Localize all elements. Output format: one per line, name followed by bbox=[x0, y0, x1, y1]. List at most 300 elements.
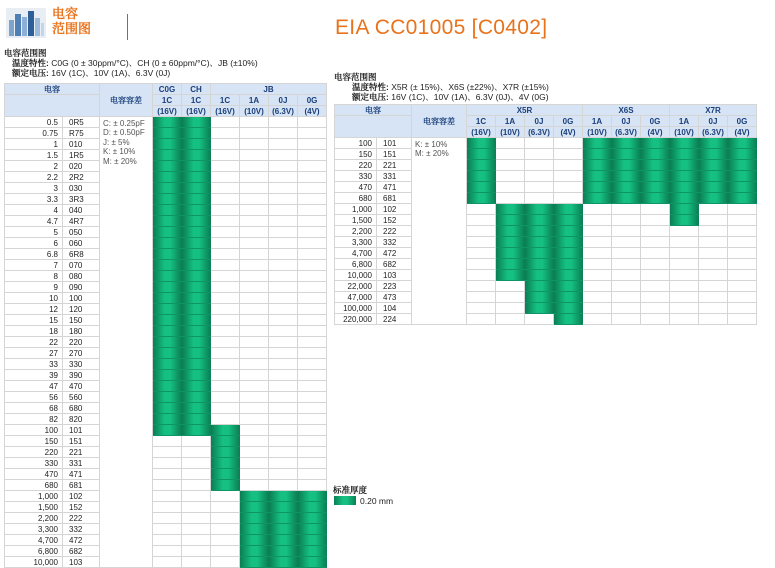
table-row bbox=[5, 260, 327, 271]
right-volt-value: 16V (1C)、10V (1A)、6.3V (0J)、4V (0G) bbox=[391, 92, 549, 102]
voltage-code-header: 0G bbox=[298, 95, 327, 106]
available-bar bbox=[182, 117, 211, 128]
capacitance-value: 33 bbox=[5, 359, 63, 370]
empty-cell bbox=[211, 227, 240, 238]
empty-cell bbox=[612, 270, 641, 281]
available-bar bbox=[554, 303, 583, 314]
empty-cell bbox=[583, 259, 612, 270]
available-bar bbox=[496, 270, 525, 281]
available-bar bbox=[641, 138, 670, 149]
available-bar bbox=[612, 193, 641, 204]
empty-cell bbox=[699, 270, 728, 281]
empty-cell bbox=[269, 150, 298, 161]
empty-cell bbox=[467, 204, 496, 215]
available-bar bbox=[612, 160, 641, 171]
empty-cell bbox=[298, 436, 327, 447]
empty-cell bbox=[728, 215, 757, 226]
available-bar bbox=[641, 149, 670, 160]
available-bar bbox=[728, 138, 757, 149]
capacitance-value: 6,800 bbox=[5, 546, 63, 557]
empty-cell bbox=[240, 370, 269, 381]
capacitance-value: 10,000 bbox=[335, 270, 377, 281]
dielectric-group-header: CH bbox=[182, 84, 211, 95]
table-row bbox=[5, 337, 327, 348]
capacitance-value: 4 bbox=[5, 205, 63, 216]
empty-cell bbox=[182, 491, 211, 502]
empty-cell bbox=[240, 150, 269, 161]
empty-cell bbox=[269, 304, 298, 315]
empty-cell bbox=[182, 524, 211, 535]
empty-cell bbox=[298, 282, 327, 293]
available-bar bbox=[153, 216, 182, 227]
capacitance-code: 471 bbox=[377, 182, 412, 193]
available-bar bbox=[298, 502, 327, 513]
available-bar bbox=[182, 293, 211, 304]
capacitance-value: 10,000 bbox=[5, 557, 63, 568]
voltage-code-header: 0G bbox=[554, 116, 583, 127]
available-bar bbox=[182, 216, 211, 227]
table-row bbox=[5, 392, 327, 403]
available-bar bbox=[467, 171, 496, 182]
empty-cell bbox=[240, 337, 269, 348]
available-bar bbox=[153, 172, 182, 183]
available-bar bbox=[612, 138, 641, 149]
capacitance-value: 68 bbox=[5, 403, 63, 414]
available-bar bbox=[182, 183, 211, 194]
empty-cell bbox=[240, 480, 269, 491]
table-row bbox=[5, 326, 327, 337]
empty-cell bbox=[641, 237, 670, 248]
table-row bbox=[5, 480, 327, 491]
empty-cell bbox=[269, 370, 298, 381]
empty-cell bbox=[496, 182, 525, 193]
tolerance-item: C: ± 0.25pF bbox=[103, 119, 145, 128]
empty-cell bbox=[240, 205, 269, 216]
empty-cell bbox=[211, 370, 240, 381]
capacitance-value: 330 bbox=[335, 171, 377, 182]
voltage-code-header: 1A bbox=[583, 116, 612, 127]
tolerance-item: D: ± 0.50pF bbox=[103, 128, 145, 138]
empty-cell bbox=[612, 259, 641, 270]
empty-cell bbox=[298, 315, 327, 326]
dielectric-group-header: JB bbox=[211, 84, 327, 95]
available-bar bbox=[182, 414, 211, 425]
table-row bbox=[335, 149, 757, 160]
empty-cell bbox=[699, 226, 728, 237]
empty-cell bbox=[153, 458, 182, 469]
empty-cell bbox=[240, 381, 269, 392]
empty-cell bbox=[269, 392, 298, 403]
available-bar bbox=[467, 193, 496, 204]
capacitance-code: 104 bbox=[377, 303, 412, 314]
empty-cell bbox=[211, 128, 240, 139]
capacitance-value: 4,700 bbox=[335, 248, 377, 259]
available-bar bbox=[670, 160, 699, 171]
table-row bbox=[335, 160, 757, 171]
voltage-code-header: 1C bbox=[467, 116, 496, 127]
empty-cell bbox=[612, 204, 641, 215]
empty-cell bbox=[641, 303, 670, 314]
empty-cell bbox=[583, 226, 612, 237]
voltage-value-header: (4V) bbox=[554, 127, 583, 138]
empty-cell bbox=[269, 458, 298, 469]
capacitance-code: 332 bbox=[63, 524, 100, 535]
brand-label bbox=[52, 6, 91, 36]
empty-cell bbox=[211, 238, 240, 249]
table-row bbox=[335, 248, 757, 259]
capacitance-code: 070 bbox=[63, 260, 100, 271]
header-row-codes bbox=[335, 116, 757, 127]
empty-cell bbox=[269, 326, 298, 337]
legend-thickness: 0.20 mm bbox=[360, 496, 394, 506]
table-row bbox=[335, 270, 757, 281]
capacitance-code: 222 bbox=[63, 513, 100, 524]
available-bar bbox=[728, 160, 757, 171]
empty-cell bbox=[240, 238, 269, 249]
empty-cell bbox=[298, 293, 327, 304]
empty-cell bbox=[467, 281, 496, 292]
available-bar bbox=[153, 304, 182, 315]
empty-cell bbox=[240, 216, 269, 227]
empty-cell bbox=[269, 128, 298, 139]
empty-cell bbox=[240, 359, 269, 370]
available-bar bbox=[211, 469, 240, 480]
available-bar bbox=[182, 282, 211, 293]
table-row bbox=[5, 238, 327, 249]
empty-cell bbox=[699, 281, 728, 292]
empty-cell bbox=[583, 303, 612, 314]
empty-cell bbox=[211, 403, 240, 414]
capacitance-code: 3R3 bbox=[63, 194, 100, 205]
cap-header: 电容 bbox=[5, 84, 100, 95]
voltage-value-header: (16V) bbox=[182, 106, 211, 117]
capacitance-code: 102 bbox=[377, 204, 412, 215]
empty-cell bbox=[211, 381, 240, 392]
empty-cell bbox=[525, 149, 554, 160]
available-bar bbox=[298, 491, 327, 502]
table-row bbox=[5, 557, 327, 568]
capacitance-code: 010 bbox=[63, 139, 100, 150]
thickness-legend bbox=[333, 484, 394, 506]
available-bar bbox=[612, 182, 641, 193]
available-bar bbox=[182, 194, 211, 205]
capacitance-code: 1R5 bbox=[63, 150, 100, 161]
empty-cell bbox=[182, 535, 211, 546]
table-row bbox=[5, 403, 327, 414]
empty-cell bbox=[641, 270, 670, 281]
capacitance-code: 060 bbox=[63, 238, 100, 249]
empty-cell bbox=[269, 238, 298, 249]
available-bar bbox=[182, 381, 211, 392]
brand-line-2: 范围图 bbox=[52, 21, 92, 36]
available-bar bbox=[182, 161, 211, 172]
empty-cell bbox=[240, 194, 269, 205]
available-bar bbox=[298, 546, 327, 557]
tolerance-header: 电容容差 bbox=[100, 84, 153, 117]
empty-cell bbox=[612, 215, 641, 226]
empty-cell bbox=[467, 237, 496, 248]
empty-cell bbox=[240, 293, 269, 304]
available-bar bbox=[525, 270, 554, 281]
tolerance-item: M: ± 20% bbox=[103, 156, 137, 166]
empty-cell bbox=[269, 139, 298, 150]
available-bar bbox=[699, 171, 728, 182]
empty-cell bbox=[211, 271, 240, 282]
available-bar bbox=[182, 139, 211, 150]
table-row bbox=[335, 281, 757, 292]
empty-cell bbox=[211, 293, 240, 304]
available-bar bbox=[182, 128, 211, 139]
empty-cell bbox=[496, 193, 525, 204]
empty-cell bbox=[240, 348, 269, 359]
empty-cell bbox=[699, 303, 728, 314]
capacitance-value: 0.75 bbox=[5, 128, 63, 139]
available-bar bbox=[153, 150, 182, 161]
voltage-code-header: 0G bbox=[728, 116, 757, 127]
capacitance-value: 6,800 bbox=[335, 259, 377, 270]
available-bar bbox=[240, 535, 269, 546]
empty-cell bbox=[583, 292, 612, 303]
title-divider bbox=[127, 14, 128, 40]
left-volt-label: 额定电压: bbox=[12, 68, 49, 78]
available-bar bbox=[298, 524, 327, 535]
empty-cell bbox=[670, 303, 699, 314]
capacitance-code: 152 bbox=[377, 215, 412, 226]
available-bar bbox=[182, 425, 211, 436]
empty-cell bbox=[211, 117, 240, 128]
available-bar bbox=[525, 237, 554, 248]
empty-cell bbox=[298, 227, 327, 238]
empty-cell bbox=[496, 160, 525, 171]
available-bar bbox=[699, 149, 728, 160]
empty-cell bbox=[269, 293, 298, 304]
available-bar bbox=[496, 215, 525, 226]
table-row bbox=[335, 193, 757, 204]
available-bar bbox=[670, 215, 699, 226]
cap-header: 电容 bbox=[335, 105, 412, 116]
empty-cell bbox=[240, 183, 269, 194]
table-row bbox=[335, 259, 757, 270]
available-bar bbox=[525, 248, 554, 259]
table-row bbox=[5, 502, 327, 513]
capacitance-value: 0.5 bbox=[5, 117, 63, 128]
table-row bbox=[5, 491, 327, 502]
empty-cell bbox=[269, 227, 298, 238]
empty-cell bbox=[298, 128, 327, 139]
empty-cell bbox=[496, 171, 525, 182]
tolerance-item: K: ± 10% bbox=[103, 147, 136, 157]
empty-cell bbox=[269, 425, 298, 436]
empty-cell bbox=[211, 139, 240, 150]
empty-cell bbox=[269, 315, 298, 326]
voltage-value-header: (4V) bbox=[728, 127, 757, 138]
available-bar bbox=[699, 193, 728, 204]
dielectric-group-header: C0G bbox=[153, 84, 182, 95]
empty-cell bbox=[240, 282, 269, 293]
available-bar bbox=[153, 381, 182, 392]
empty-cell bbox=[298, 337, 327, 348]
empty-cell bbox=[269, 359, 298, 370]
available-bar bbox=[269, 502, 298, 513]
empty-cell bbox=[240, 161, 269, 172]
empty-cell bbox=[728, 314, 757, 325]
empty-cell bbox=[182, 557, 211, 568]
voltage-code-header: 0G bbox=[641, 116, 670, 127]
empty-cell bbox=[269, 480, 298, 491]
voltage-code-header: 1A bbox=[496, 116, 525, 127]
empty-cell bbox=[670, 248, 699, 259]
available-bar bbox=[240, 502, 269, 513]
empty-cell bbox=[298, 370, 327, 381]
capacitance-code: 330 bbox=[63, 359, 100, 370]
left-info bbox=[4, 48, 258, 78]
table-row bbox=[5, 414, 327, 425]
empty-cell bbox=[699, 215, 728, 226]
capacitance-code: 223 bbox=[377, 281, 412, 292]
empty-cell bbox=[211, 348, 240, 359]
table-row bbox=[335, 303, 757, 314]
available-bar bbox=[182, 227, 211, 238]
available-bar bbox=[670, 182, 699, 193]
available-bar bbox=[670, 171, 699, 182]
empty-cell bbox=[298, 271, 327, 282]
capacitance-code: 151 bbox=[63, 436, 100, 447]
available-bar bbox=[153, 205, 182, 216]
capacitance-value: 2,200 bbox=[335, 226, 377, 237]
dielectric-group-header: X7R bbox=[670, 105, 757, 116]
empty-cell bbox=[269, 447, 298, 458]
empty-cell bbox=[269, 381, 298, 392]
capacitance-code: 221 bbox=[63, 447, 100, 458]
empty-cell bbox=[554, 193, 583, 204]
capacitance-value: 82 bbox=[5, 414, 63, 425]
empty-cell bbox=[240, 425, 269, 436]
capacitance-code: 222 bbox=[377, 226, 412, 237]
voltage-value-header: (16V) bbox=[211, 106, 240, 117]
right-temp-label: 温度特性: bbox=[352, 82, 389, 92]
empty-cell bbox=[612, 226, 641, 237]
empty-cell bbox=[641, 292, 670, 303]
available-bar bbox=[153, 128, 182, 139]
empty-cell bbox=[240, 172, 269, 183]
empty-cell bbox=[298, 183, 327, 194]
capacitance-value: 9 bbox=[5, 282, 63, 293]
capacitance-value: 12 bbox=[5, 304, 63, 315]
available-bar bbox=[182, 205, 211, 216]
empty-cell bbox=[269, 414, 298, 425]
available-bar bbox=[298, 513, 327, 524]
empty-cell bbox=[269, 194, 298, 205]
available-bar bbox=[699, 182, 728, 193]
empty-cell bbox=[583, 314, 612, 325]
available-bar bbox=[240, 524, 269, 535]
right-info-heading: 电容范围图 bbox=[334, 72, 377, 82]
capacitance-value: 27 bbox=[5, 348, 63, 359]
available-bar bbox=[525, 303, 554, 314]
capacitance-value: 47,000 bbox=[335, 292, 377, 303]
capacitance-code: 221 bbox=[377, 160, 412, 171]
table-row bbox=[5, 271, 327, 282]
empty-cell bbox=[153, 546, 182, 557]
available-bar bbox=[554, 259, 583, 270]
empty-cell bbox=[525, 182, 554, 193]
empty-cell bbox=[728, 226, 757, 237]
table-row bbox=[5, 524, 327, 535]
empty-cell bbox=[554, 138, 583, 149]
available-bar bbox=[467, 149, 496, 160]
voltage-value-header: (10V) bbox=[670, 127, 699, 138]
capacitance-code: 020 bbox=[63, 161, 100, 172]
table-row bbox=[5, 216, 327, 227]
empty-cell bbox=[211, 535, 240, 546]
voltage-code-header: 0J bbox=[612, 116, 641, 127]
available-bar bbox=[240, 546, 269, 557]
right-temp-value: X5R (± 15%)、X6S (±22%)、X7R (±15%) bbox=[391, 82, 549, 92]
available-bar bbox=[525, 204, 554, 215]
available-bar bbox=[269, 546, 298, 557]
table-row bbox=[335, 182, 757, 193]
capacitance-code: 103 bbox=[377, 270, 412, 281]
capacitance-value: 150 bbox=[335, 149, 377, 160]
capacitance-value: 1,000 bbox=[335, 204, 377, 215]
capacitance-code: 151 bbox=[377, 149, 412, 160]
available-bar bbox=[153, 348, 182, 359]
empty-cell bbox=[728, 270, 757, 281]
capacitance-code: 4R7 bbox=[63, 216, 100, 227]
empty-cell bbox=[728, 204, 757, 215]
capacitance-code: 681 bbox=[63, 480, 100, 491]
capacitance-code: 820 bbox=[63, 414, 100, 425]
capacitance-value: 3,300 bbox=[5, 524, 63, 535]
capacitance-value: 22 bbox=[5, 337, 63, 348]
table-row bbox=[5, 282, 327, 293]
left-capacitance-table bbox=[4, 83, 327, 568]
empty-cell bbox=[240, 469, 269, 480]
empty-cell bbox=[182, 546, 211, 557]
available-bar bbox=[670, 149, 699, 160]
capacitance-code: 224 bbox=[377, 314, 412, 325]
empty-cell bbox=[496, 303, 525, 314]
available-bar bbox=[496, 204, 525, 215]
empty-cell bbox=[240, 249, 269, 260]
empty-cell bbox=[269, 469, 298, 480]
available-bar bbox=[525, 215, 554, 226]
table-row bbox=[335, 292, 757, 303]
murata-logo-icon bbox=[6, 6, 46, 40]
empty-cell bbox=[298, 194, 327, 205]
voltage-value-header: (6.3V) bbox=[612, 127, 641, 138]
available-bar bbox=[554, 281, 583, 292]
empty-cell bbox=[525, 193, 554, 204]
empty-cell bbox=[641, 259, 670, 270]
empty-cell bbox=[728, 303, 757, 314]
capacitance-code: 103 bbox=[63, 557, 100, 568]
available-bar bbox=[269, 535, 298, 546]
available-bar bbox=[153, 315, 182, 326]
left-temp-value: C0G (0 ± 30ppm/°C)、CH (0 ± 60ppm/°C)、JB (±10%) bbox=[51, 58, 258, 68]
empty-cell bbox=[554, 182, 583, 193]
empty-cell bbox=[211, 359, 240, 370]
available-bar bbox=[554, 226, 583, 237]
available-bar bbox=[182, 370, 211, 381]
available-bar bbox=[153, 337, 182, 348]
empty-cell bbox=[525, 160, 554, 171]
table-row bbox=[5, 546, 327, 557]
empty-cell bbox=[670, 314, 699, 325]
empty-cell bbox=[298, 392, 327, 403]
empty-cell bbox=[182, 436, 211, 447]
table-row bbox=[5, 458, 327, 469]
